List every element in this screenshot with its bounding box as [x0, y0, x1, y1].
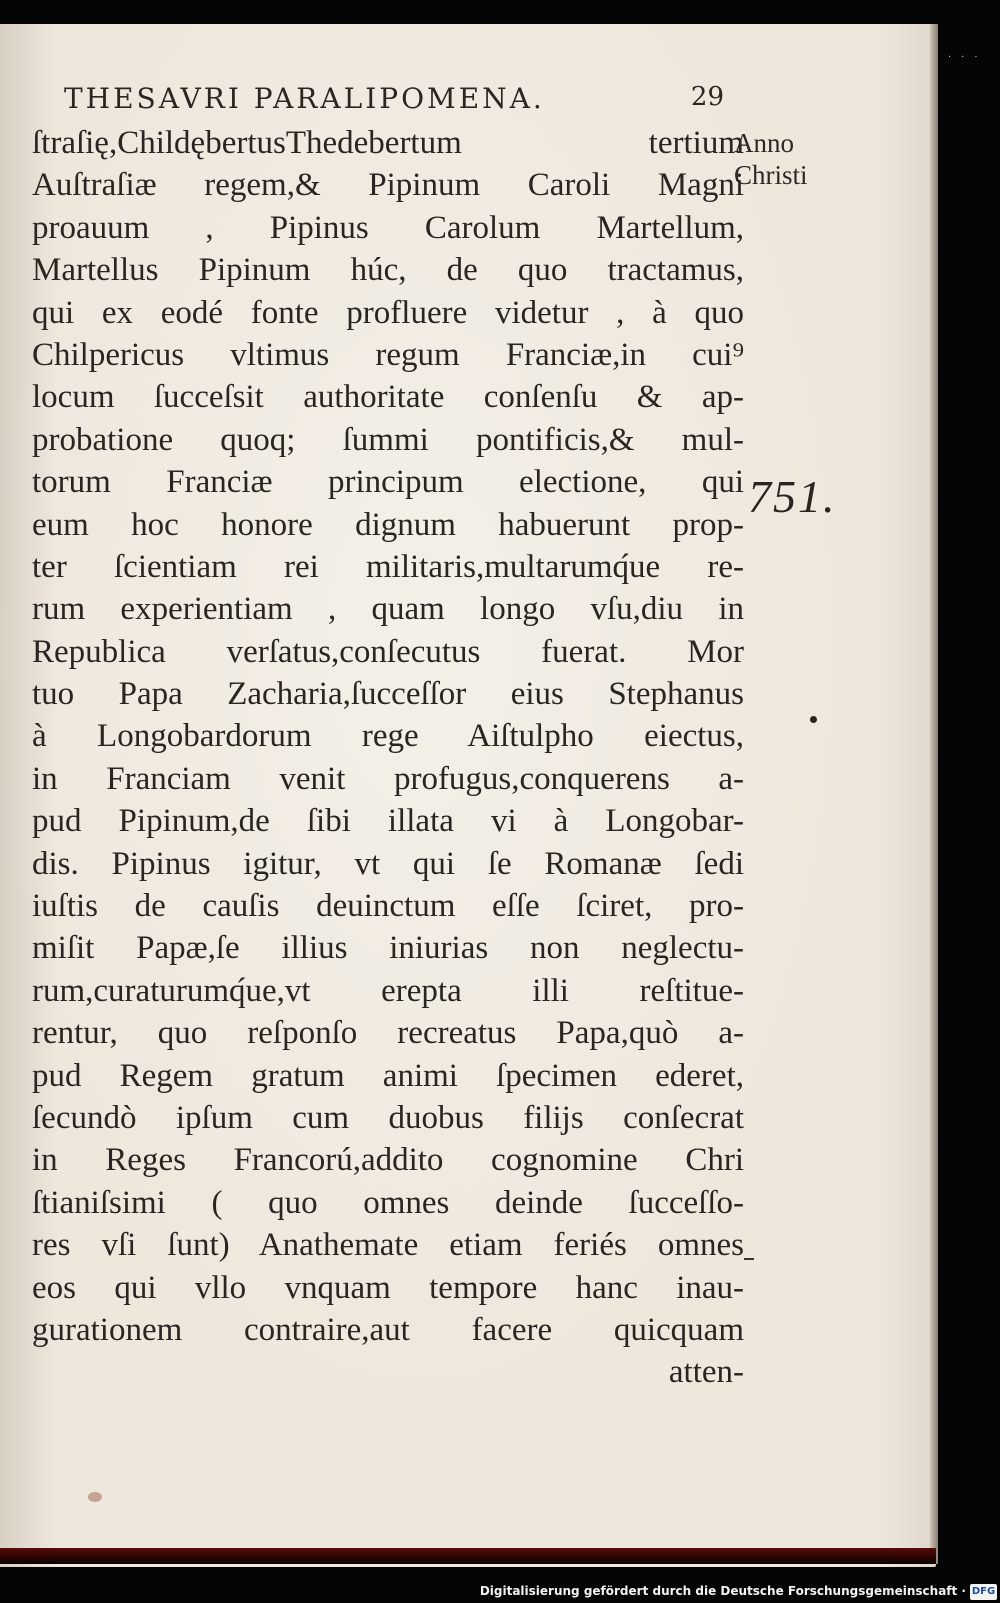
- page-number: 29: [690, 82, 724, 112]
- text-line: pud Pipinum,de ſibi illata vi à Longobar-: [32, 803, 744, 840]
- running-head-title: THESAVRI PARALIPOMENA.: [64, 82, 545, 115]
- text-line: proauum , Pipinus Carolum Martellum,: [32, 209, 744, 246]
- text-line: in Franciam venit profugus,conquerens a-: [32, 760, 744, 797]
- footer-credit-bar: [0, 1583, 1000, 1603]
- ink-dot-mark: [810, 716, 817, 723]
- text-line: rentur, quo reſponſo recreatus Papa,quò a-: [32, 1015, 744, 1052]
- funding-credit: Digitalisierung gefördert durch die Deutsche Forschungsgemeinschaft ·: [479, 1584, 966, 1598]
- text-line: ter ſcientiam rei militaris,multarumq́ue re-: [32, 548, 744, 585]
- text-line: iuſtis de cauſis deuinctum eſſe ſciret, pro-: [32, 888, 744, 925]
- text-line: Republica verſatus,conſecutus fuerat. Mor: [32, 633, 744, 670]
- text-line: in Reges Francorú,addito cognomine Chri: [32, 1142, 744, 1179]
- text-line: tuo Papa Zacharia,ſucceſſor eius Stephanus: [32, 676, 744, 713]
- text-line: Chilpericus vltimus regum Franciæ,in cui⁹: [32, 336, 744, 373]
- margin-note-anno: Anno: [734, 128, 794, 158]
- text-line: probatione quoq; ſummi pontificis,& mul-: [32, 421, 744, 458]
- text-line: à Longobardorum rege Aiſtulpho eiectus,: [32, 718, 744, 755]
- page-edge-bottom: [0, 1548, 936, 1564]
- text-line: miſit Papæ,ſe illius iniurias non neglectu-: [32, 930, 744, 967]
- text-line: ſtraſię,ChildębertusThedebertum tertium: [32, 125, 744, 161]
- text-line: pud Regem gratum animi ſpecimen ederet,: [32, 1057, 744, 1094]
- text-line: gurationem contraire,aut facere quicquam: [32, 1311, 744, 1348]
- text-line: rum experientiam , quam longo vſu,diu in: [32, 591, 744, 628]
- paper-stain: [88, 1492, 102, 1502]
- text-line: locum ſucceſsit authoritate conſenſu & ap-: [32, 379, 744, 416]
- scan-edge-marks: ···: [948, 52, 988, 63]
- margin-note-christi: Christi: [734, 160, 808, 190]
- dfg-logo: DFG: [970, 1584, 997, 1600]
- catchword: atten-: [668, 1354, 744, 1391]
- text-line: torum Franciæ principum electione, qui: [32, 464, 744, 501]
- page-edge-right: [930, 24, 938, 1564]
- text-line: rum,curaturumq́ue,vt erepta illi reſtitue-: [32, 972, 744, 1009]
- text-line: eos qui vllo vnquam tempore hanc inau-: [32, 1269, 744, 1306]
- text-line: ſecundò ipſum cum duobus filijs conſecrat: [32, 1099, 744, 1136]
- text-line: eum hoc honore dignum habuerunt prop-: [32, 506, 744, 543]
- text-line: res vſi ſunt) Anathemate etiam feriés omnes: [32, 1227, 744, 1264]
- text-line: qui ex eodé fonte profluere videtur , à quo: [32, 294, 744, 331]
- body-text: [32, 122, 744, 1394]
- margin-dash-mark: [744, 1258, 754, 1260]
- margin-note-year: 751.: [748, 471, 837, 522]
- text-line: dis. Pipinus igitur, vt qui ſe Romanæ ſedi: [32, 845, 744, 882]
- text-line: Auſtraſiæ regem,& Pipinum Caroli Magni: [32, 167, 744, 204]
- running-head: [64, 82, 724, 122]
- text-line: ſtianiſsimi ( quo omnes deinde ſucceſſo-: [32, 1184, 744, 1221]
- text-line: Martellus Pipinum húc, de quo tractamus,: [32, 252, 744, 289]
